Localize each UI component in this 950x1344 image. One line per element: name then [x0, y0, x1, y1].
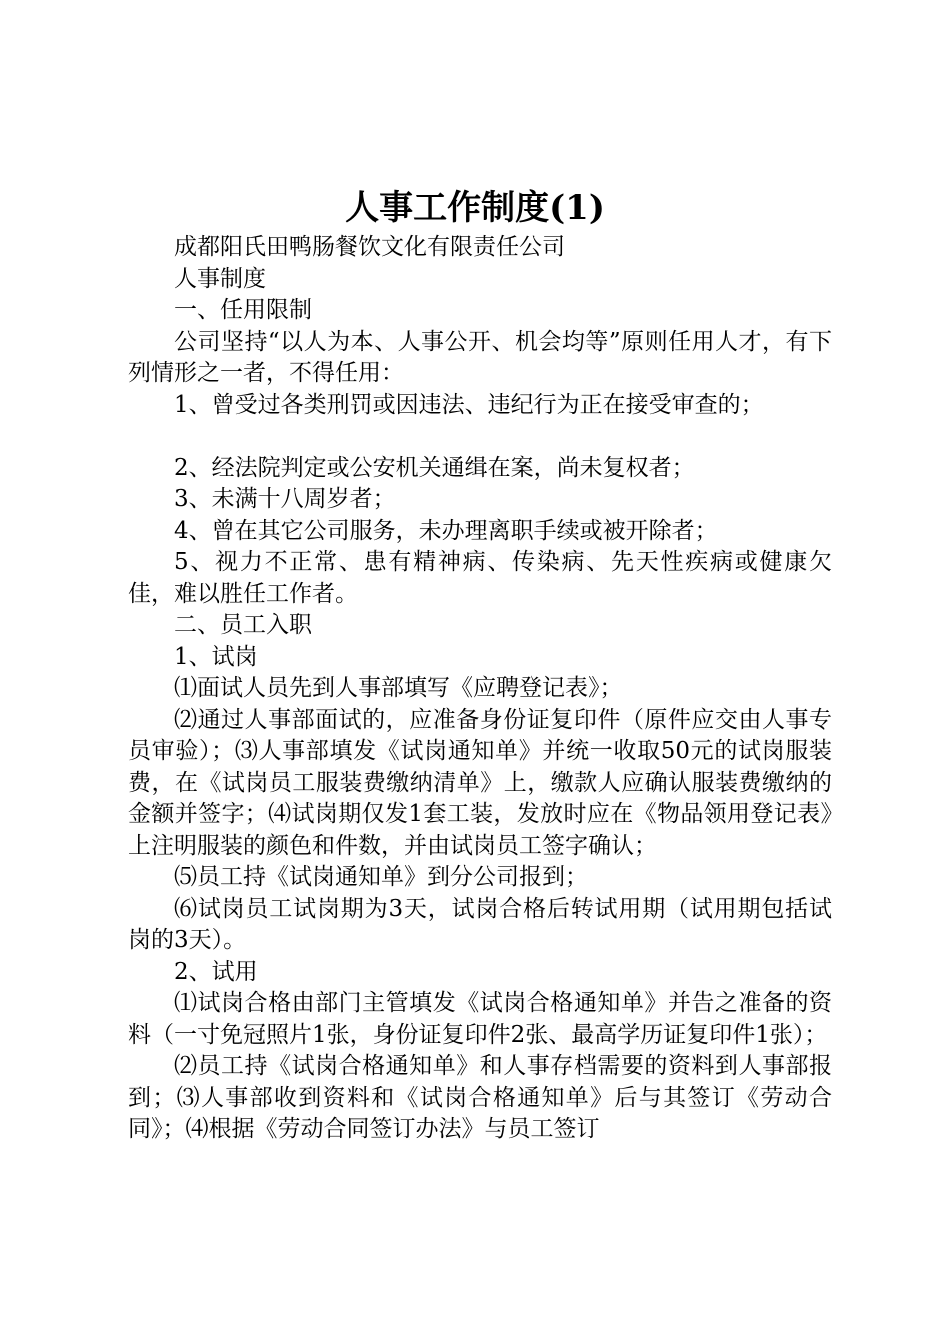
trial-post-steps-2-4: ⑵通过人事部面试的，应准备身份证复印件（原件应交由人事专员审验）；⑶人事部填发《试岗通知单》并统一收取50元的试岗服装费，在《试岗员工服装费缴纳清单》上，缴款人应确认服装费缴纳的金额并签字；⑷试岗期仅发1套工装，发放时应在《物品领用登记表》上注明服装的颜色和件数，并由试岗员工签字确认；	[128, 706, 832, 859]
restriction-item-2: 2、经法院判定或公安机关通缉在案，尚未复权者；	[174, 454, 695, 481]
trial-post-step-6: ⑹试岗员工试岗期为3天，试岗合格后转试用期（试用期包括试岗的3天）。	[128, 895, 832, 953]
restriction-item-3: 3、未满十八周岁者；	[174, 486, 396, 512]
restriction-item-5: 5、视力不正常、患有精神病、传染病、先天性疾病或健康欠佳，难以胜任工作者。	[128, 549, 832, 607]
blank-line	[128, 421, 832, 453]
paragraph-principle: 公司坚持“以人为本、人事公开、机会均等”原则任用人才，有下列情形之一者，不得任用：	[128, 328, 832, 386]
probation-step-1: ⑴试岗合格由部门主管填发《试岗合格通知单》并告之准备的资料（一寸免冠照片1张，身份证复印件2张、最高学历证复印件1张）；	[128, 990, 832, 1048]
section-heading-onboarding: 二、员工入职	[174, 612, 312, 638]
trial-post-step-1: ⑴面试人员先到人事部填写《应聘登记表》；	[174, 675, 623, 701]
restriction-item-1: 1、曾受过各类刑罚或因违法、违纪行为正在接受审查的；	[174, 391, 764, 418]
subsection-heading-probation: 2、试用	[174, 958, 258, 985]
probation-steps-2-4: ⑵员工持《试岗合格通知单》和人事存档需要的资料到人事部报到；⑶人事部收到资料和《试岗合格通知单》后与其签订《劳动合同》；⑷根据《劳动合同签订办法》与员工签订	[128, 1053, 832, 1142]
document-title: 人事工作制度(1)	[345, 188, 605, 228]
restriction-item-4: 4、曾在其它公司服务，未办理离职手续或被开除者；	[174, 517, 718, 544]
trial-post-step-5: ⑸员工持《试岗通知单》到分公司报到；	[174, 864, 588, 890]
section-heading-employment-restrictions: 一、任用限制	[174, 297, 312, 323]
section-heading-personnel-system: 人事制度	[174, 265, 266, 292]
company-name: 成都阳氏田鸭肠餐饮文化有限责任公司	[174, 234, 565, 260]
subsection-heading-trial-post: 1、试岗	[174, 643, 258, 670]
document-body	[128, 232, 832, 1146]
